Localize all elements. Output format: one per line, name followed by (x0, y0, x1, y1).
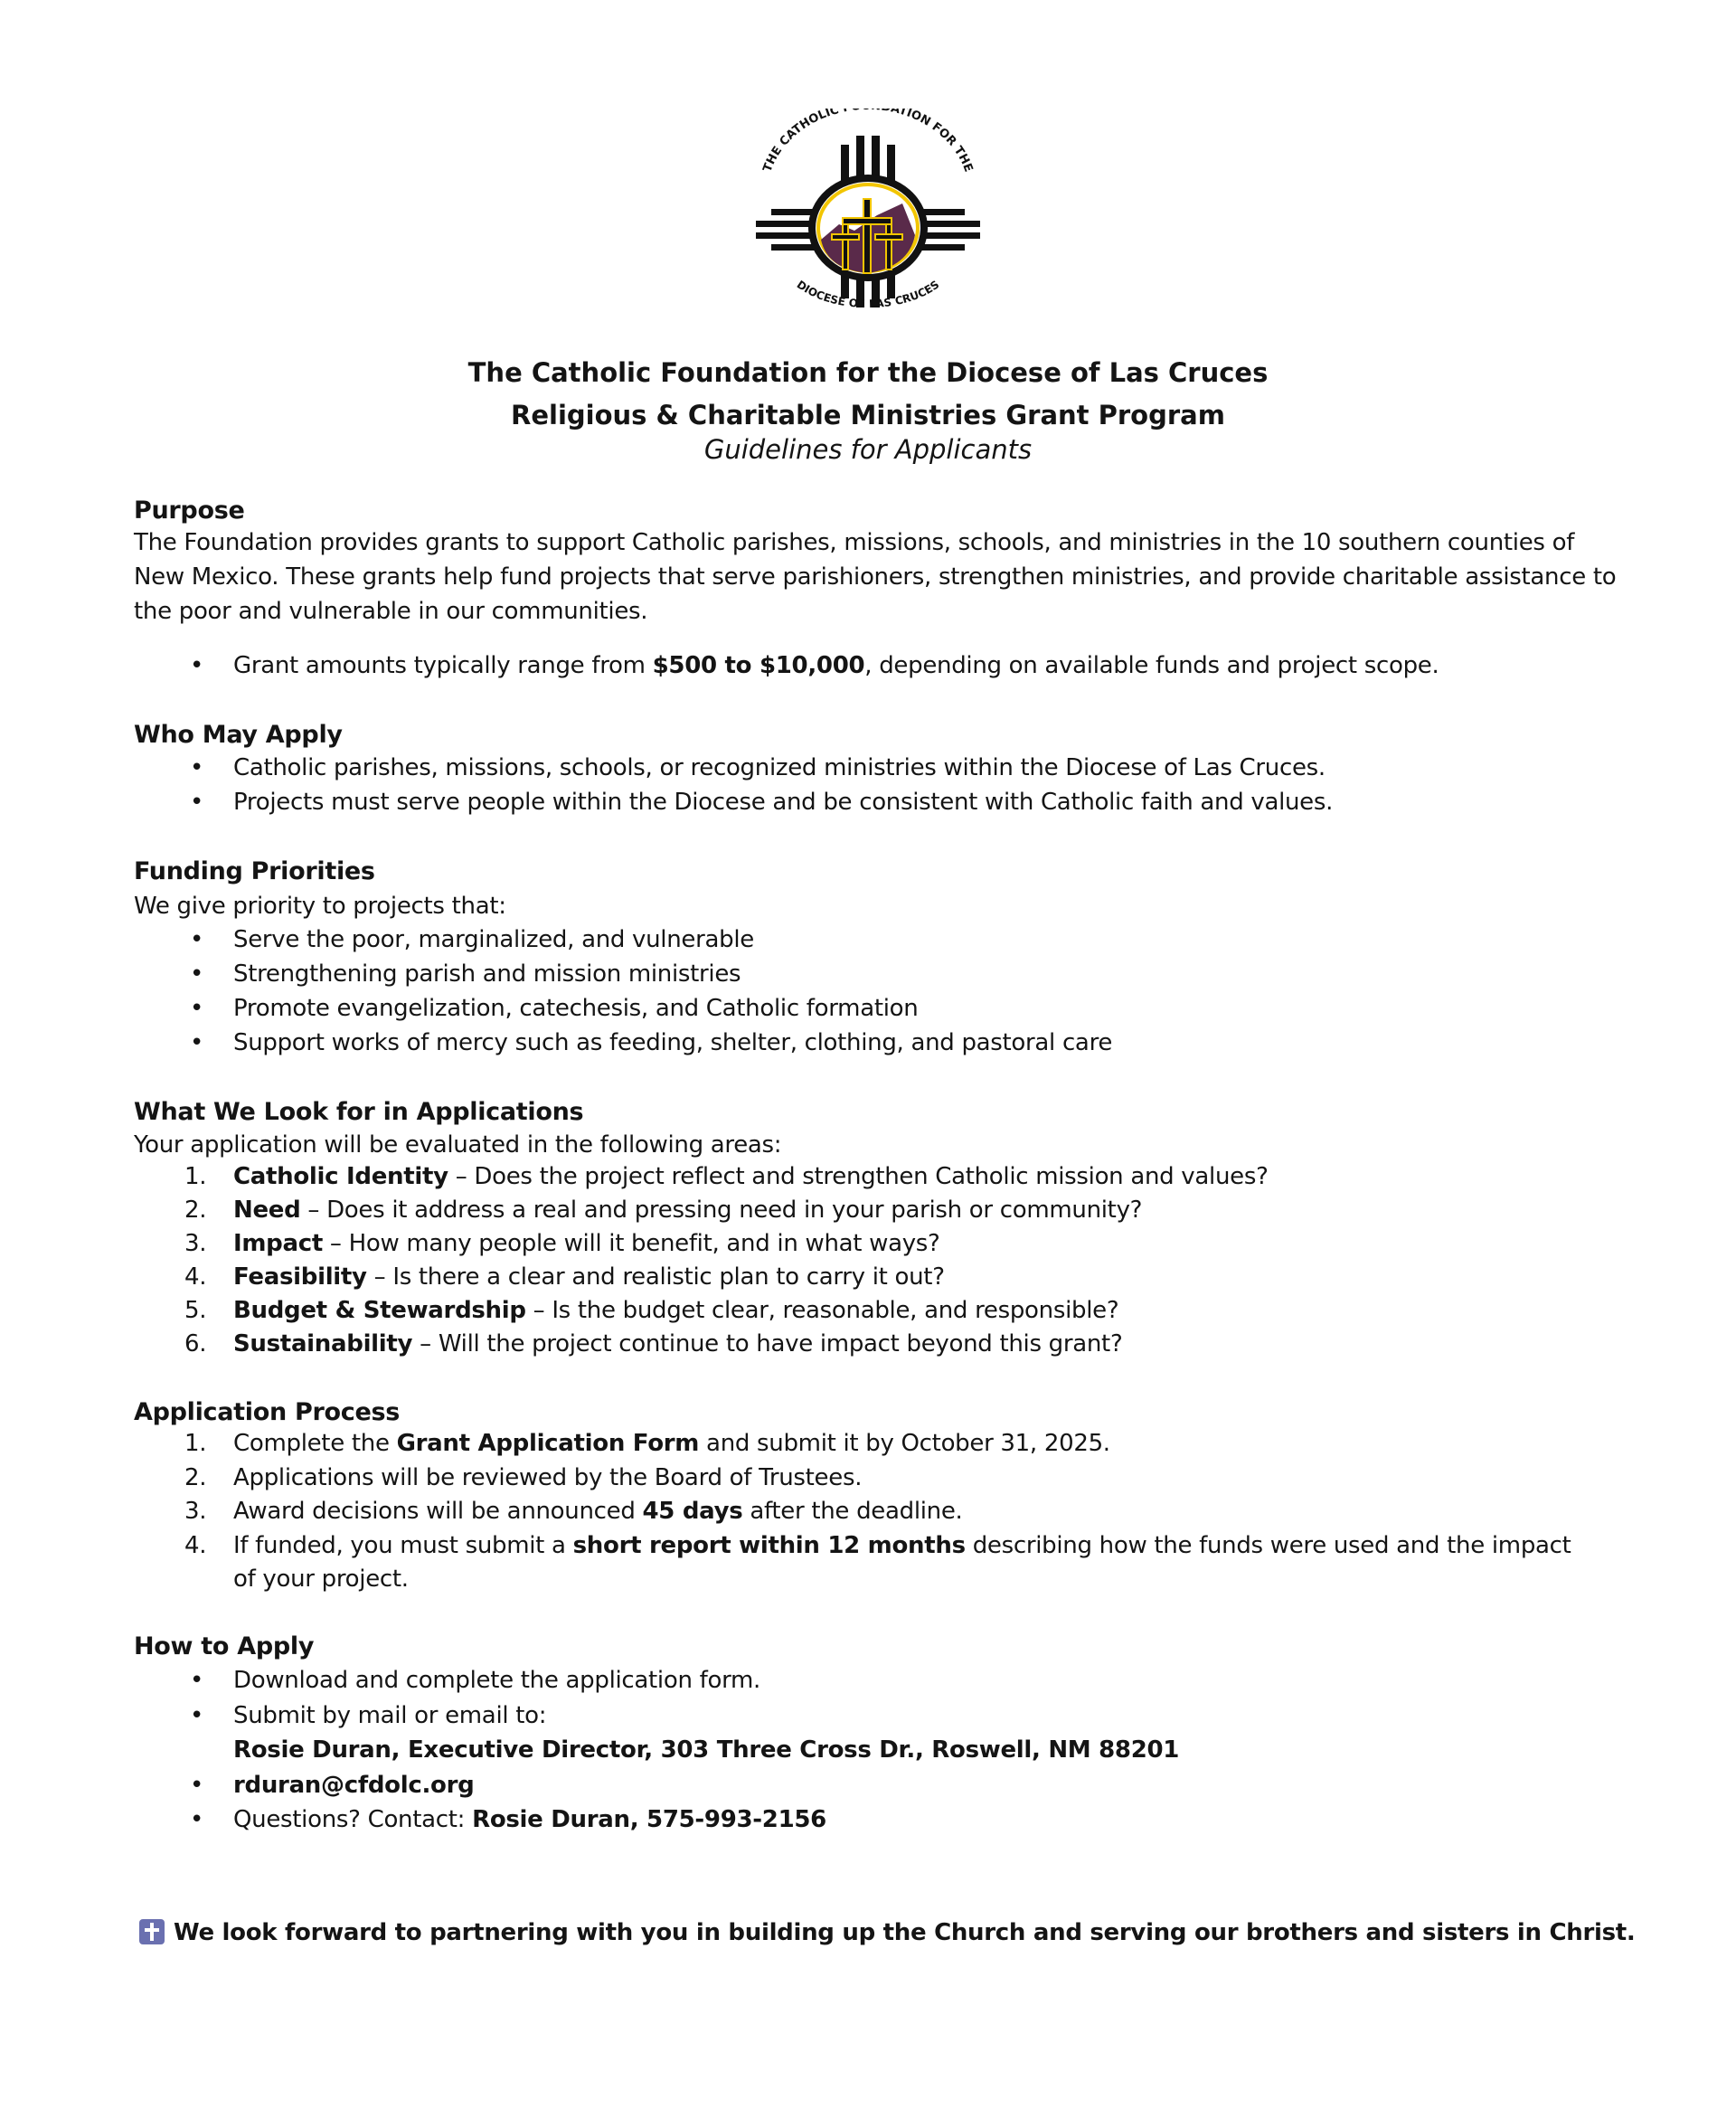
text: Complete the (233, 1430, 397, 1457)
number: 1. (184, 1163, 207, 1190)
list-item (134, 1160, 1617, 1194)
closing-statement (139, 1916, 1676, 1950)
list-item (134, 1194, 1617, 1227)
process-heading: Application Process (134, 1398, 401, 1426)
list-item: • Support works of mercy such as feeding, shelter, clothing, and pastoral care (190, 1029, 1113, 1056)
term: Catholic Identity (233, 1163, 448, 1190)
number: 5. (184, 1297, 207, 1324)
text: Submit by mail or email to: (233, 1701, 547, 1729)
text: Catholic parishes, missions, schools, or recognized ministries within the Diocese of Las Cruces. (233, 754, 1326, 781)
foundation-logo (741, 109, 995, 326)
text: – Is there a clear and realistic plan to carry it out? (366, 1263, 945, 1291)
list-item: • rduran@cfdolc.org (190, 1771, 475, 1799)
list-item (134, 1529, 1617, 1597)
funding-heading: Funding Priorities (134, 857, 375, 885)
text: Questions? Contact: (233, 1806, 473, 1833)
number: 1. (184, 1430, 207, 1457)
text: Serve the poor, marginalized, and vulnerable (233, 926, 754, 953)
number: 3. (184, 1230, 207, 1257)
funding-list (134, 922, 1617, 1060)
list-item (134, 1261, 1617, 1294)
text: Promote evangelization, catechesis, and Catholic formation (233, 995, 919, 1022)
text: – Does the project reflect and strengthen Catholic mission and values? (448, 1163, 1269, 1190)
form-name: Grant Application Form (396, 1430, 700, 1457)
text: Projects must serve people within the Diocese and be consistent with Catholic faith and values. (233, 789, 1334, 816)
text: after the deadline. (742, 1498, 963, 1525)
term: Sustainability (233, 1330, 413, 1357)
contact-info: Rosie Duran, 575-993-2156 (472, 1806, 826, 1833)
program-title: Religious & Charitable Ministries Grant Program (511, 400, 1225, 430)
process-list (134, 1427, 1617, 1597)
text: , depending on available funds and project scope. (864, 652, 1439, 679)
grant-range: $500 to $10,000 (652, 652, 865, 679)
apply-heading: How to Apply (134, 1632, 315, 1660)
text: If funded, you must submit a (233, 1531, 573, 1559)
purpose-list (134, 648, 1617, 683)
text: – How many people will it benefit, and in what ways? (322, 1230, 940, 1257)
text: – Does it address a real and pressing need in your parish or community? (300, 1197, 1143, 1224)
list-item (134, 1328, 1617, 1361)
list-item (134, 1462, 1617, 1496)
number: 4. (184, 1531, 207, 1559)
mailing-address: Rosie Duran, Executive Director, 303 Three Cross Dr., Roswell, NM 88201 (233, 1736, 1180, 1764)
closing-text: We look forward to partnering with you in building up the Church and serving our brothers and sisters in Christ. (174, 1919, 1636, 1946)
text: Applications will be reviewed by the Board of Trustees. (233, 1463, 863, 1491)
term: Budget & Stewardship (233, 1297, 526, 1324)
text: Support works of mercy such as feeding, shelter, clothing, and pastoral care (233, 1029, 1113, 1056)
text: Strengthening parish and mission ministries (233, 960, 741, 988)
criteria-intro: Your application will be evaluated in the following areas: (134, 1131, 782, 1159)
list-item: • Promote evangelization, catechesis, and Catholic formation (190, 995, 919, 1022)
list-item (134, 1227, 1617, 1261)
list-item: • Serve the poor, marginalized, and vulnerable (190, 926, 754, 953)
term: Impact (233, 1230, 323, 1257)
list-item: • Questions? Contact: Rosie Duran, 575-993-2156 (190, 1806, 826, 1833)
text: Grant amounts typically range from (233, 652, 653, 679)
svg-text:DIOCESE OF LAS CRUCES: DIOCESE OF LAS CRUCES (794, 278, 942, 311)
text: describing how the funds were used and the impact of your project. (233, 1531, 1571, 1593)
who-heading: Who May Apply (134, 721, 343, 749)
list-item: • Download and complete the application form. (190, 1667, 760, 1694)
term: Feasibility (233, 1263, 367, 1291)
svg-text:THE CATHOLIC FOUNDATION FOR TH: THE CATHOLIC ATION FOR THE (760, 109, 976, 175)
number: 2. (184, 1197, 207, 1224)
list-item: • Strengthening parish and mission ministries (190, 960, 741, 988)
document-subtitle: Guidelines for Applicants (703, 434, 1033, 465)
list-item (134, 1427, 1617, 1462)
text: Award decisions will be announced (233, 1498, 643, 1525)
text: Download and complete the application form. (233, 1667, 760, 1694)
number: 2. (184, 1463, 207, 1491)
emphasis: 45 days (642, 1498, 743, 1525)
apply-list (134, 1663, 1617, 1838)
number: 4. (184, 1263, 207, 1291)
who-list (134, 751, 1617, 819)
number: 3. (184, 1498, 207, 1525)
purpose-text: The Foundation provides grants to support Catholic parishes, missions, schools, and ministries in the 10 southern counties of New Mexico. These grants help fund projects that serve parishioners, strengthen ministries, and provide charitable assistance to the poor and vulnerable in our communities. (134, 529, 1617, 625)
term: Need (233, 1197, 301, 1224)
text: – Will the project continue to have impact beyond this grant? (412, 1330, 1123, 1357)
number: 6. (184, 1330, 207, 1357)
funding-intro: We give priority to projects that: (134, 893, 506, 920)
purpose-heading: Purpose (134, 497, 245, 525)
email-link[interactable]: rduran@cfdolc.org (233, 1771, 475, 1799)
list-item (134, 1294, 1617, 1328)
list-item (134, 1495, 1617, 1529)
criteria-heading: What We Look for in Applications (134, 1098, 584, 1126)
text: – Is the budget clear, reasonable, and responsible? (525, 1297, 1119, 1324)
list-item: • Catholic parishes, missions, schools, or recognized ministries within the Diocese of Las Cruces. (190, 754, 1326, 781)
emphasis: short report within 12 months (572, 1531, 966, 1559)
text: and submit it by October 31, 2025. (699, 1430, 1110, 1457)
cross-icon (139, 1919, 165, 1944)
list-item: • Grant amounts typically range from $500 to $10,000, depending on available funds and project scope. (190, 652, 1439, 679)
document-title: The Catholic Foundation for the Diocese of Las Cruces (467, 357, 1269, 388)
list-item: • Submit by mail or email to: Rosie Duran, Executive Director, 303 Three Cross Dr., Roswell, NM 88201 (190, 1701, 1180, 1764)
criteria-list (134, 1160, 1617, 1361)
list-item: • Projects must serve people within the Diocese and be consistent with Catholic faith and values. (190, 789, 1334, 816)
